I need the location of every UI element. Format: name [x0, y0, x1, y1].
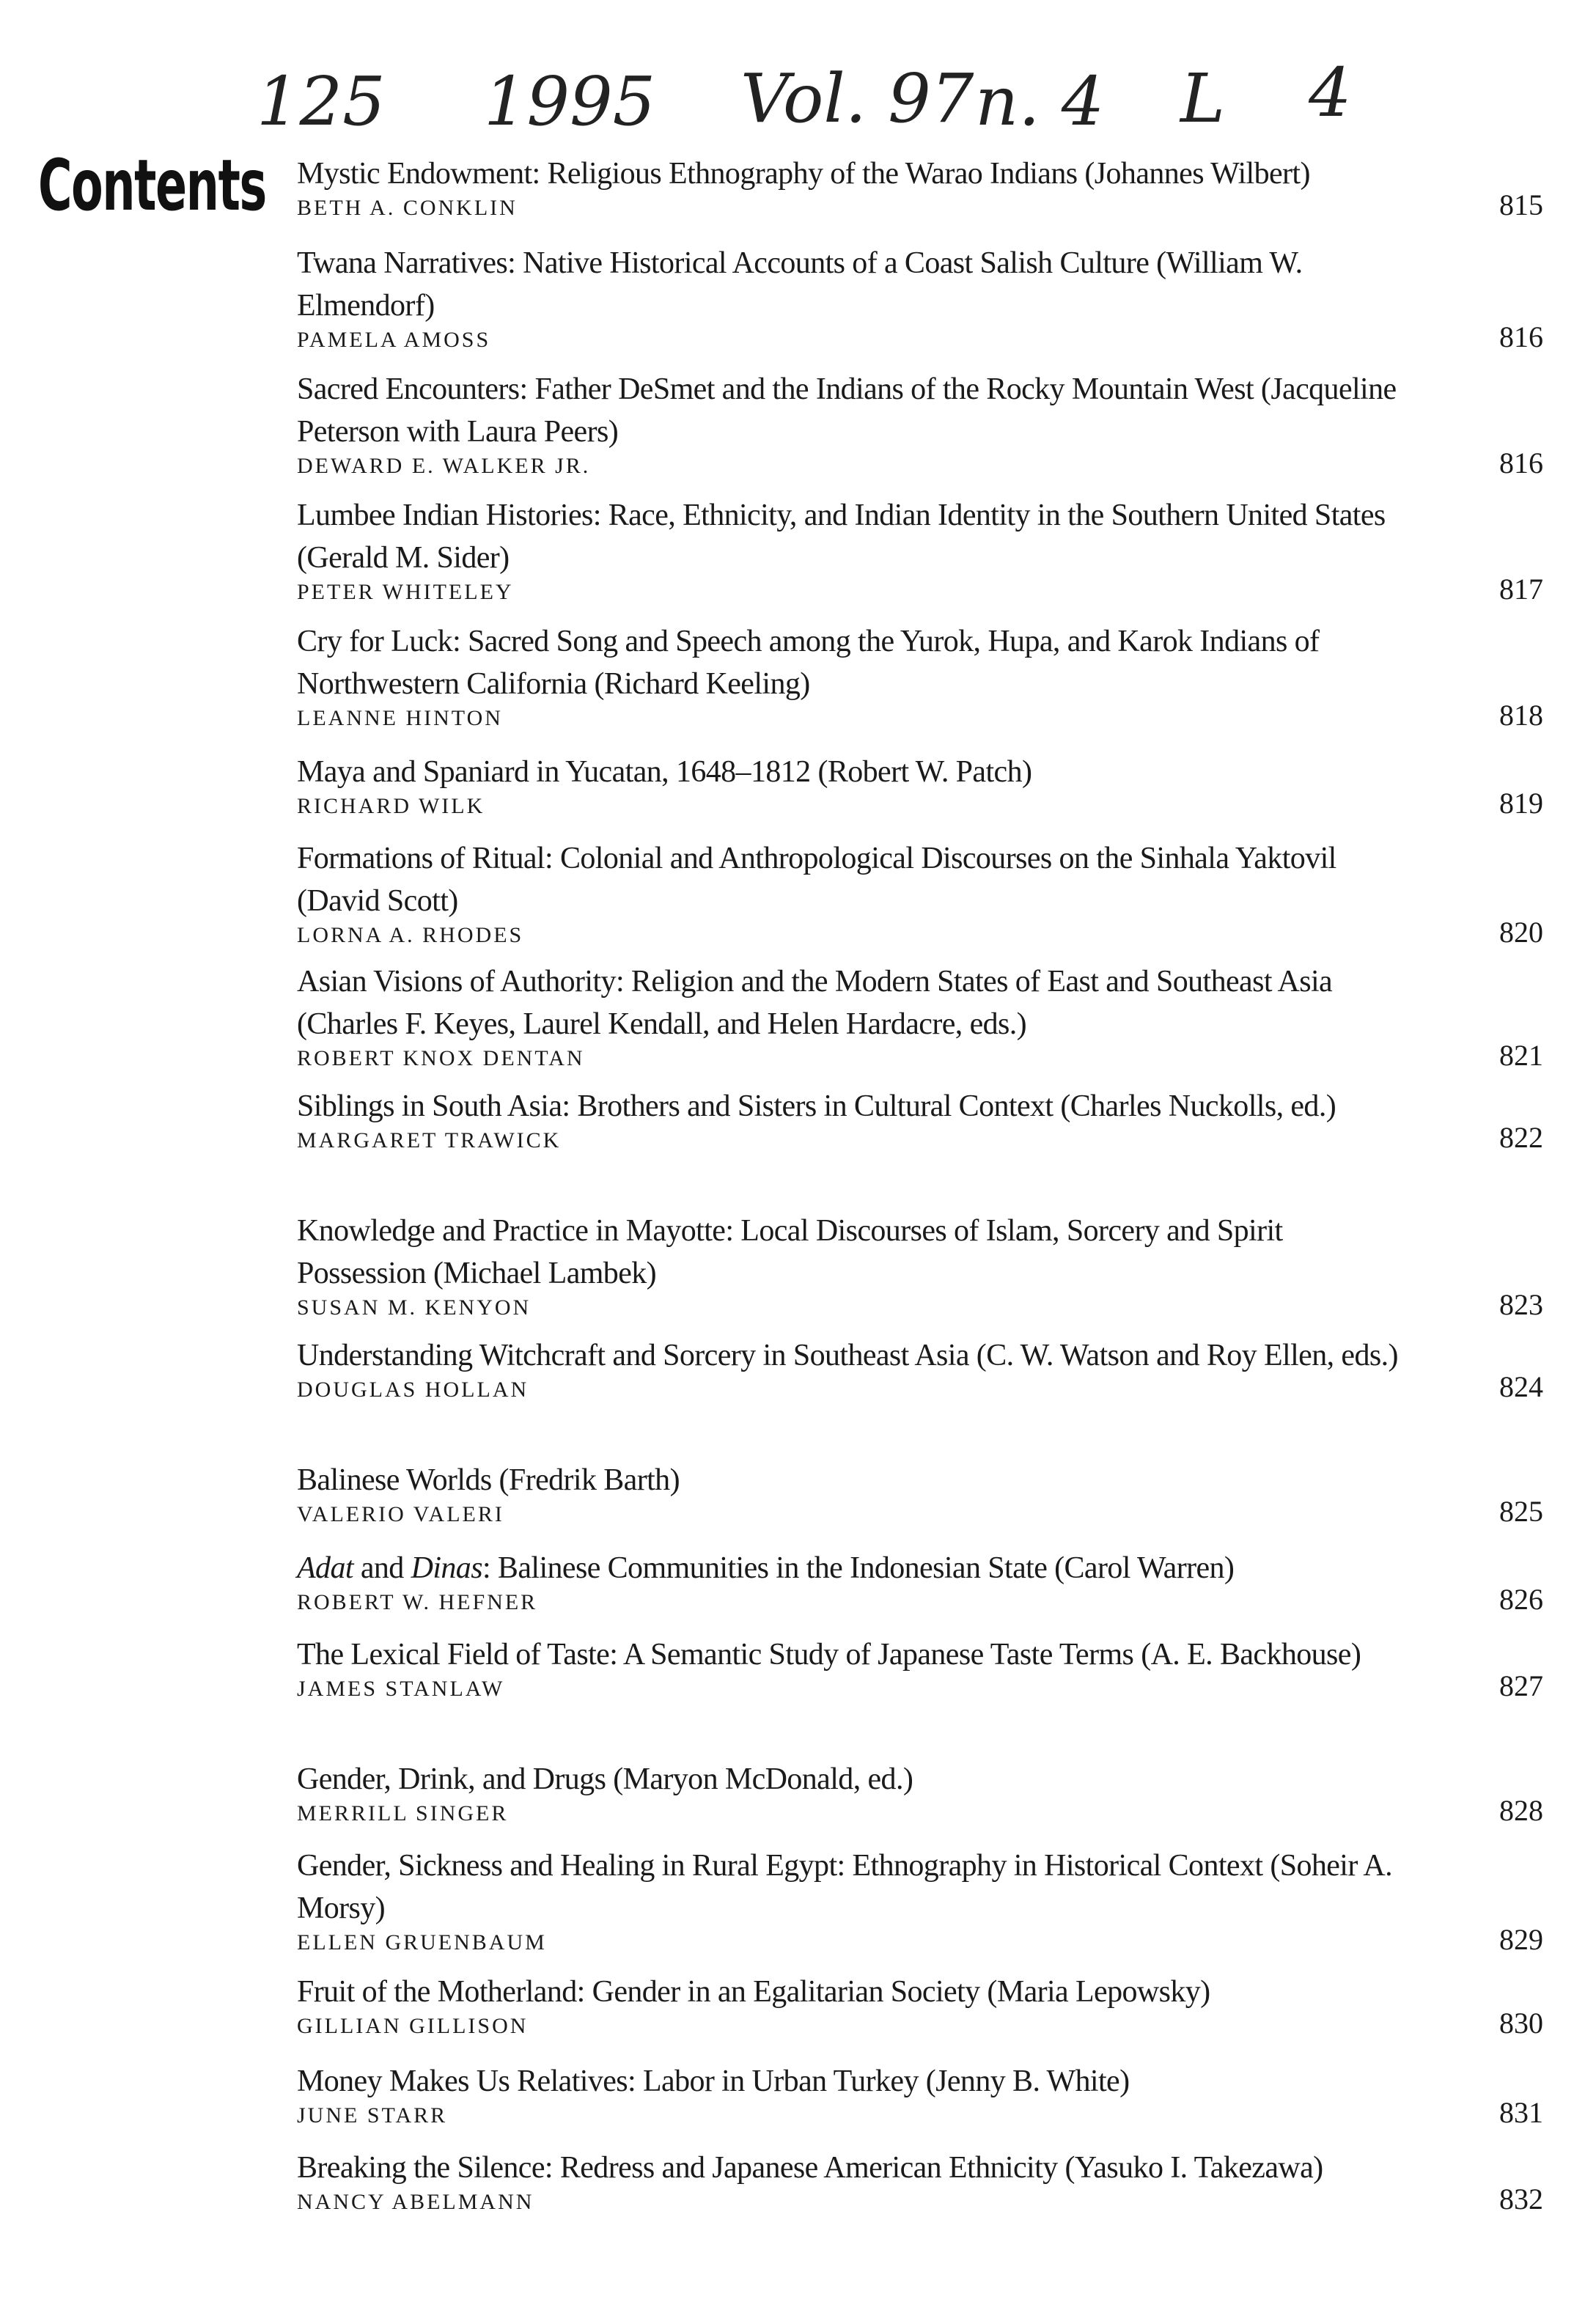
handwritten-letter: L: [1180, 59, 1226, 138]
entry-title-italic: Adat: [297, 1551, 353, 1585]
entry-title: Sacred Encounters: Father DeSmet and the Indians of the Rocky Mountain West (Jacqueline Peterson with Laura Peers): [297, 372, 1397, 449]
entry-reviewer: VALERIO VALERI: [297, 1502, 504, 1526]
entry-title: Gender, Sickness and Healing in Rural Egypt: Ethnography in Historical Context (Soheir A. Morsy): [297, 1849, 1392, 1925]
contents-entry: [297, 1210, 1543, 1321]
contents-entry: [297, 2147, 1543, 2215]
entry-page-number: 822: [1499, 1121, 1543, 1154]
entry-page-number: 823: [1499, 1288, 1543, 1321]
entry-title: Asian Visions of Authority: Religion and the Modern States of East and Southeast Asia (Charles F. Keyes, Laurel Kendall, and Helen Hardacre, eds.): [297, 965, 1333, 1041]
entry-title: Maya and Spaniard in Yucatan, 1648–1812 (Robert W. Patch): [297, 755, 1032, 789]
entry-page-number: 826: [1499, 1583, 1543, 1616]
entry-title: Lumbee Indian Histories: Race, Ethnicity, and Indian Identity in the Southern United States (Gerald M. Sider): [297, 499, 1386, 575]
entry-reviewer: JAMES STANLAW: [297, 1677, 505, 1701]
entry-page-number: 815: [1499, 188, 1543, 221]
entry-page-number: 827: [1499, 1669, 1543, 1702]
handwritten-digit: 4: [1309, 59, 1352, 132]
contents-entry: [297, 1334, 1543, 1403]
entry-reviewer: LEANNE HINTON: [297, 706, 503, 730]
entry-page-number: 819: [1499, 787, 1543, 820]
entry-reviewer: DOUGLAS HOLLAN: [297, 1378, 529, 1402]
entry-reviewer: MARGARET TRAWICK: [297, 1128, 562, 1152]
handwritten-volume: Vol. 97: [740, 59, 974, 138]
contents-entry: [297, 1971, 1543, 2040]
contents-entry: [297, 837, 1543, 949]
entry-title: Knowledge and Practice in Mayotte: Local Discourses of Islam, Sorcery and Spirit Possession (Michael Lambek): [297, 1214, 1283, 1290]
entry-reviewer: MERRILL SINGER: [297, 1801, 509, 1825]
entry-reviewer: NANCY ABELMANN: [297, 2190, 534, 2214]
handwritten-year: 1995: [484, 62, 656, 139]
contents-entry: [297, 242, 1543, 353]
entry-reviewer: PAMELA AMOSS: [297, 328, 491, 352]
entry-page-number: 831: [1499, 2096, 1543, 2129]
contents-entry: [297, 1085, 1543, 1154]
handwritten-number: 125: [257, 62, 386, 139]
entry-title: Adat and Dinas: Balinese Communities in the Indonesian State (Carol Warren): [297, 1551, 1235, 1585]
entry-title: The Lexical Field of Taste: A Semantic Study of Japanese Taste Terms (A. E. Backhouse): [297, 1638, 1361, 1672]
entry-reviewer: PETER WHITELEY: [297, 580, 514, 604]
handwritten-issue: n. 4: [975, 62, 1105, 139]
entry-page-number: 820: [1499, 916, 1543, 949]
contents-entry: [297, 152, 1543, 221]
entry-title: Siblings in South Asia: Brothers and Sisters in Cultural Context (Charles Nuckolls, ed.): [297, 1089, 1336, 1123]
entry-title: Understanding Witchcraft and Sorcery in Southeast Asia (C. W. Watson and Roy Ellen, eds.): [297, 1339, 1398, 1372]
entry-page-number: 830: [1499, 2007, 1543, 2040]
contents-entry: [297, 751, 1543, 820]
contents-entry: [297, 1845, 1543, 1956]
entry-page-number: 816: [1499, 320, 1543, 353]
entry-page-number: 832: [1499, 2183, 1543, 2215]
entry-reviewer: DEWARD E. WALKER JR.: [297, 454, 591, 478]
entry-reviewer: ELLEN GRUENBAUM: [297, 1930, 547, 1955]
entry-reviewer: JUNE STARR: [297, 2103, 448, 2128]
entry-page-number: 824: [1499, 1370, 1543, 1403]
contents-entry: [297, 1547, 1543, 1616]
contents-entry: [297, 1633, 1543, 1702]
entry-page-number: 829: [1499, 1923, 1543, 1956]
contents-entry: [297, 2060, 1543, 2129]
entry-page-number: 821: [1499, 1039, 1543, 1072]
entry-reviewer: ROBERT KNOX DENTAN: [297, 1046, 585, 1070]
entry-reviewer: ROBERT W. HEFNER: [297, 1590, 538, 1614]
entry-title: Gender, Drink, and Drugs (Maryon McDonald, ed.): [297, 1762, 913, 1796]
entry-reviewer: GILLIAN GILLISON: [297, 2014, 529, 2038]
contents-entry: [297, 368, 1543, 479]
contents-entry: [297, 494, 1543, 606]
entry-reviewer: SUSAN M. KENYON: [297, 1295, 532, 1320]
entry-reviewer: LORNA A. RHODES: [297, 923, 524, 947]
entry-page-number: 818: [1499, 699, 1543, 732]
contents-entry: [297, 1459, 1543, 1528]
entry-title: Twana Narratives: Native Historical Accounts of a Coast Salish Culture (William W. Elmendorf): [297, 246, 1303, 323]
entry-title: Balinese Worlds (Fredrik Barth): [297, 1463, 680, 1497]
contents-entry: [297, 620, 1543, 732]
entry-title-italic: Dinas: [411, 1551, 482, 1585]
entry-title: Breaking the Silence: Redress and Japanese American Ethnicity (Yasuko I. Takezawa): [297, 2151, 1323, 2185]
entry-reviewer: BETH A. CONKLIN: [297, 196, 518, 220]
entry-page-number: 825: [1499, 1495, 1543, 1528]
entry-title: Formations of Ritual: Colonial and Anthropological Discourses on the Sinhala Yaktovil (David Scott): [297, 842, 1336, 918]
entry-title: Fruit of the Motherland: Gender in an Egalitarian Society (Maria Lepowsky): [297, 1975, 1210, 2009]
entry-title: Mystic Endowment: Religious Ethnography of the Warao Indians (Johannes Wilbert): [297, 157, 1310, 191]
entry-reviewer: RICHARD WILK: [297, 794, 485, 818]
entry-page-number: 828: [1499, 1794, 1543, 1827]
entry-title: Cry for Luck: Sacred Song and Speech among the Yurok, Hupa, and Karok Indians of Northwestern California (Richard Keeling): [297, 625, 1320, 701]
page-title: Contents: [38, 144, 266, 227]
entry-page-number: 816: [1499, 446, 1543, 479]
contents-entry: [297, 1758, 1543, 1827]
entry-page-number: 817: [1499, 573, 1543, 606]
entry-title: Money Makes Us Relatives: Labor in Urban Turkey (Jenny B. White): [297, 2064, 1130, 2098]
contents-entry: [297, 960, 1543, 1072]
